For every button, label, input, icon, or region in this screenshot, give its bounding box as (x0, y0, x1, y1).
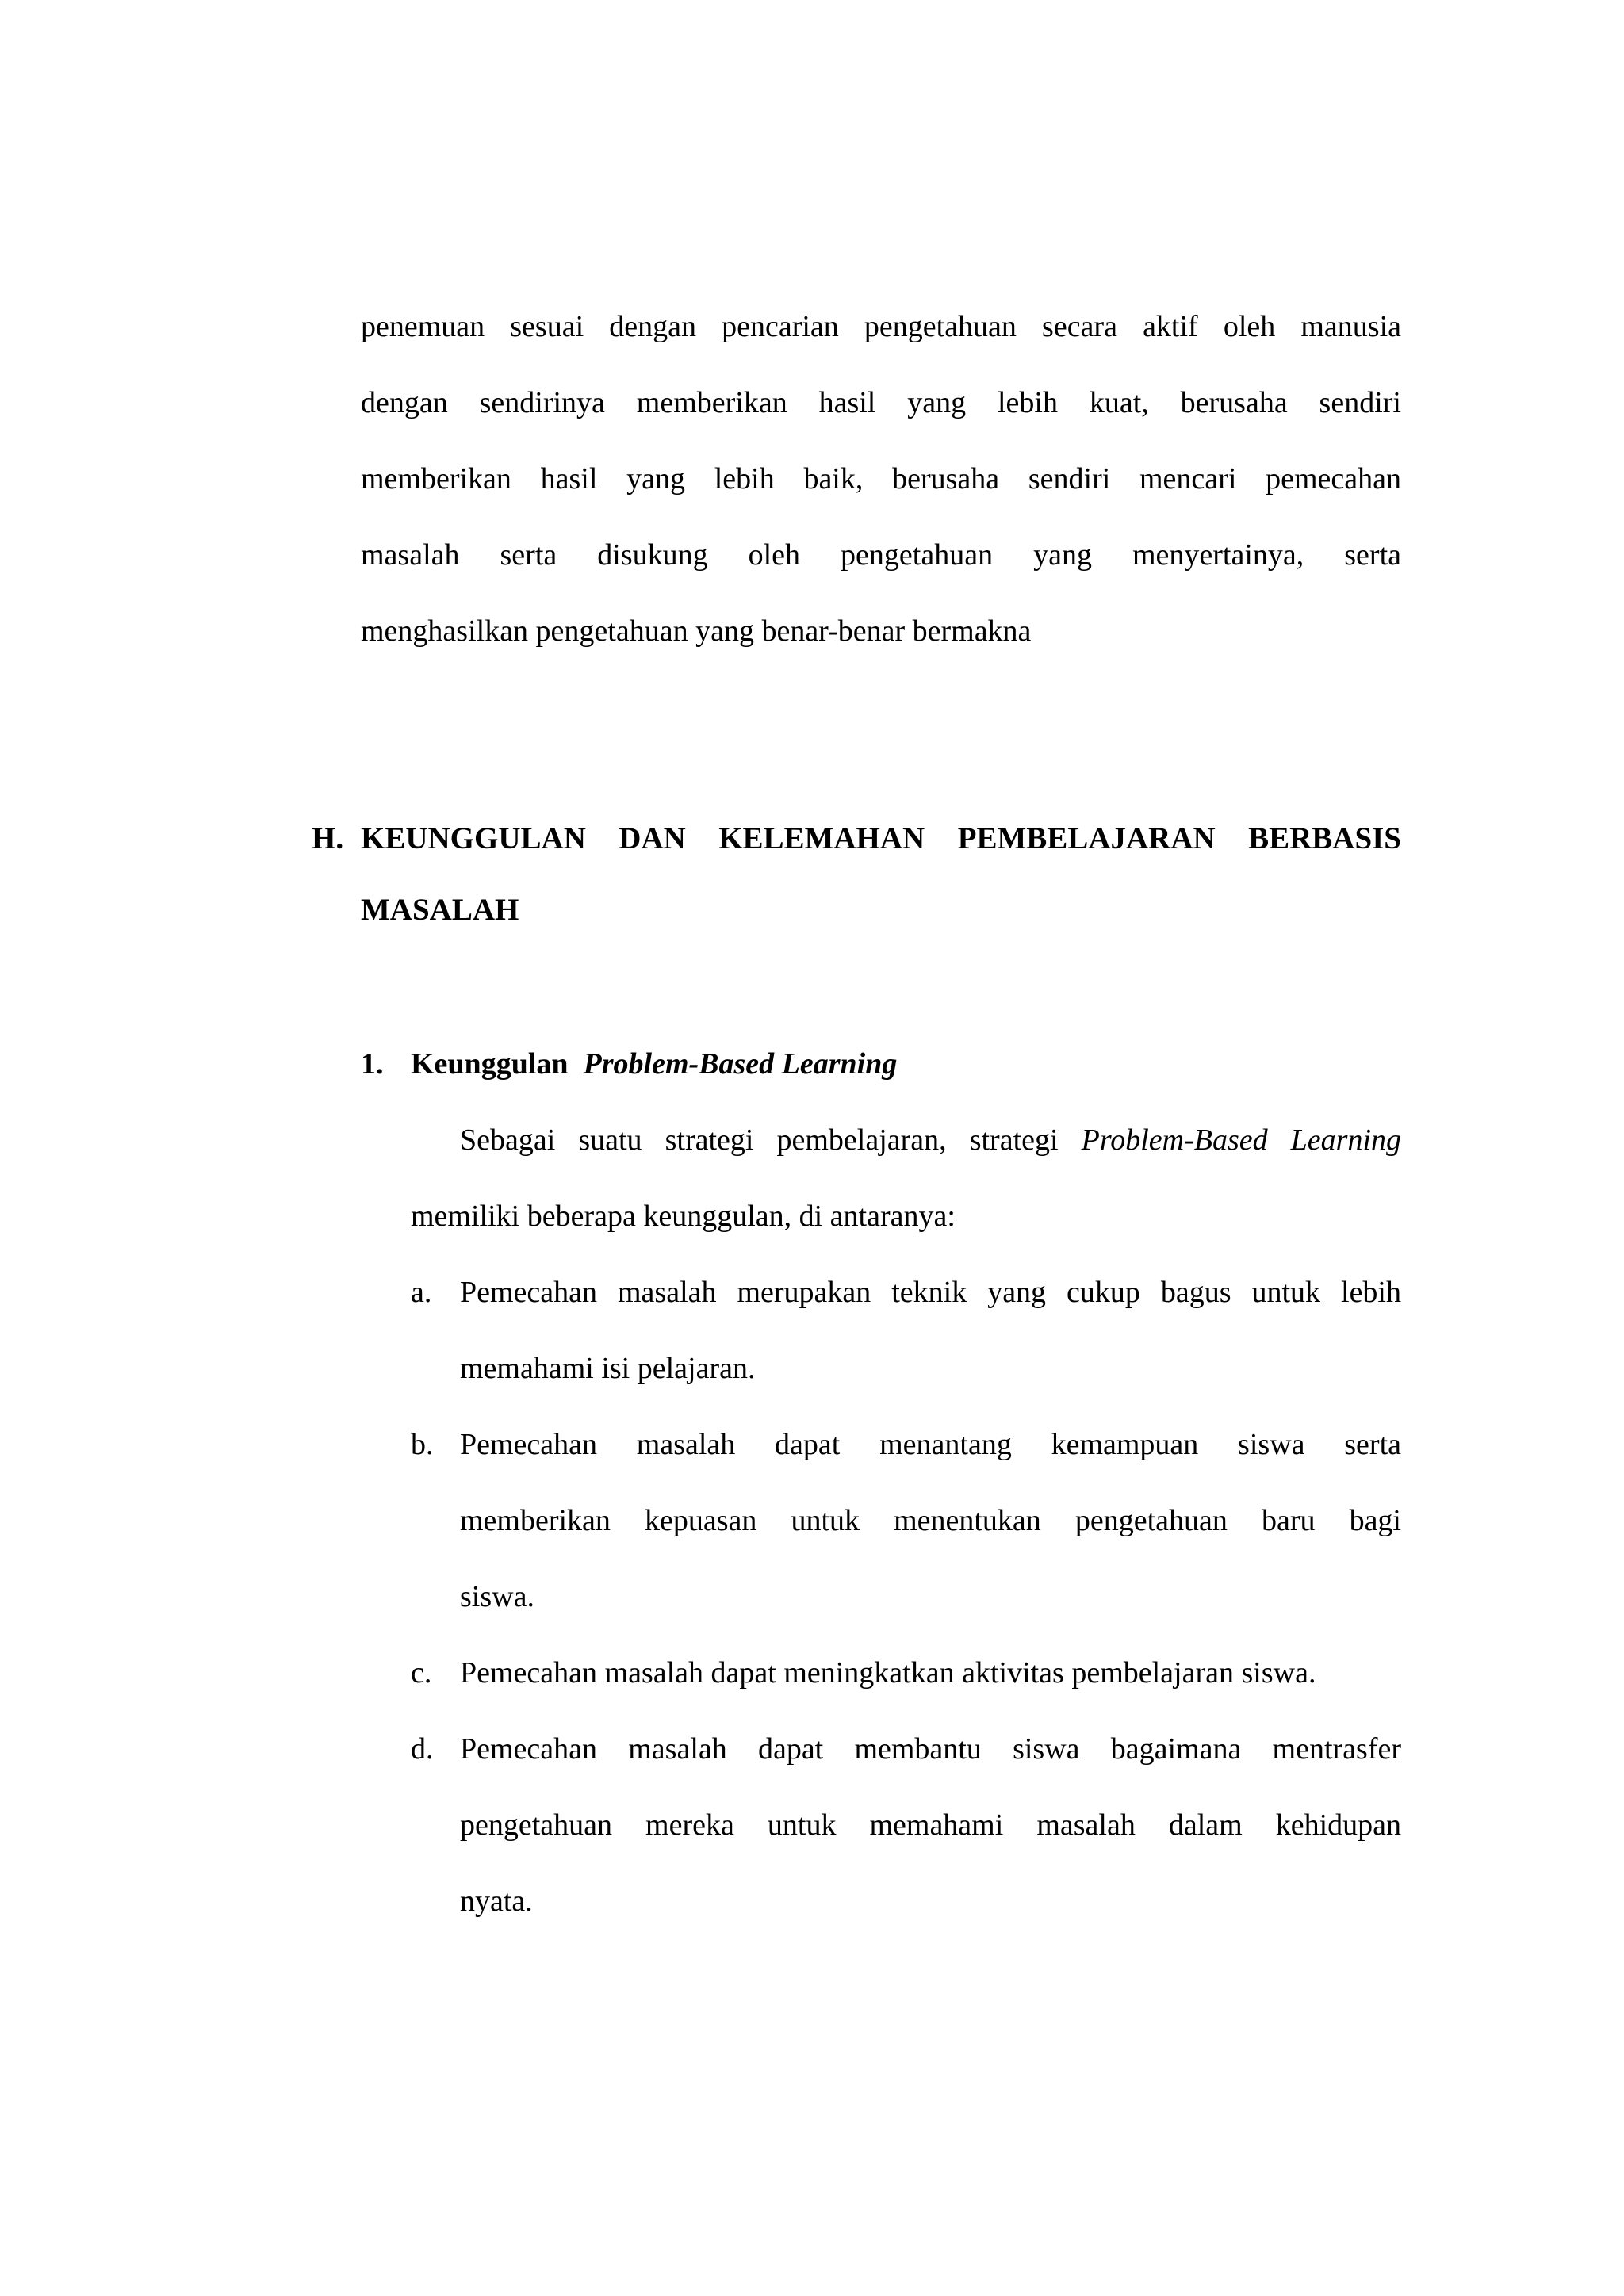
paragraph-line: penemuan sesuai dengan pencarian pengetahuan secara aktif oleh manusia (361, 310, 1401, 343)
list-item-line: Pemecahan masalah dapat menantang kemampuan siswa serta (460, 1428, 1401, 1461)
list-marker: c. (411, 1656, 432, 1689)
list-item-line: pengetahuan mereka untuk memahami masalah dalam kehidupan (460, 1808, 1401, 1842)
subsection-title-italic: Problem-Based Learning (583, 1047, 898, 1081)
section-title-line: MASALAH (361, 893, 519, 927)
list-item-line: siswa. (460, 1580, 534, 1613)
list-marker: a. (411, 1276, 432, 1309)
list-item-line: nyata. (460, 1885, 533, 1918)
paragraph-line: memberikan hasil yang lebih baik, berusaha sendiri mencari pemecahan (361, 462, 1401, 496)
list-item-line: Pemecahan masalah merupakan teknik yang cukup bagus untuk lebih (460, 1276, 1401, 1309)
list-item-line: Pemecahan masalah dapat membantu siswa bagaimana mentrasfer (460, 1732, 1401, 1766)
list-marker: d. (411, 1732, 434, 1766)
paragraph-line (460, 1121, 1401, 1159)
list-item-line: memahami isi pelajaran. (460, 1352, 756, 1385)
paragraph-line: memiliki beberapa keunggulan, di antaranya: (411, 1200, 956, 1233)
intro-text-italic: Problem-Based Learning (1081, 1123, 1402, 1157)
paragraph-line: menghasilkan pengetahuan yang benar-benar bermakna (361, 614, 1032, 648)
list-marker: b. (411, 1428, 434, 1461)
intro-text-plain: Sebagai suatu strategi pembelajaran, strategi (460, 1123, 1059, 1157)
subsection-number: 1. (361, 1047, 384, 1081)
subsection-title-plain: Keunggulan (411, 1047, 569, 1081)
list-item-line: memberikan kepuasan untuk menentukan pengetahuan baru bagi (460, 1504, 1401, 1537)
list-item-line: Pemecahan masalah dapat meningkatkan aktivitas pembelajaran siswa. (460, 1656, 1316, 1689)
section-marker: H. (312, 821, 344, 855)
paragraph-line: dengan sendirinya memberikan hasil yang lebih kuat, berusaha sendiri (361, 386, 1401, 419)
paragraph-line: masalah serta disukung oleh pengetahuan yang menyertainya, serta (361, 538, 1401, 572)
subsection-title (411, 1045, 897, 1083)
section-title-line: KEUNGGULAN DAN KELEMAHAN PEMBELAJARAN BERBASIS (361, 821, 1401, 855)
